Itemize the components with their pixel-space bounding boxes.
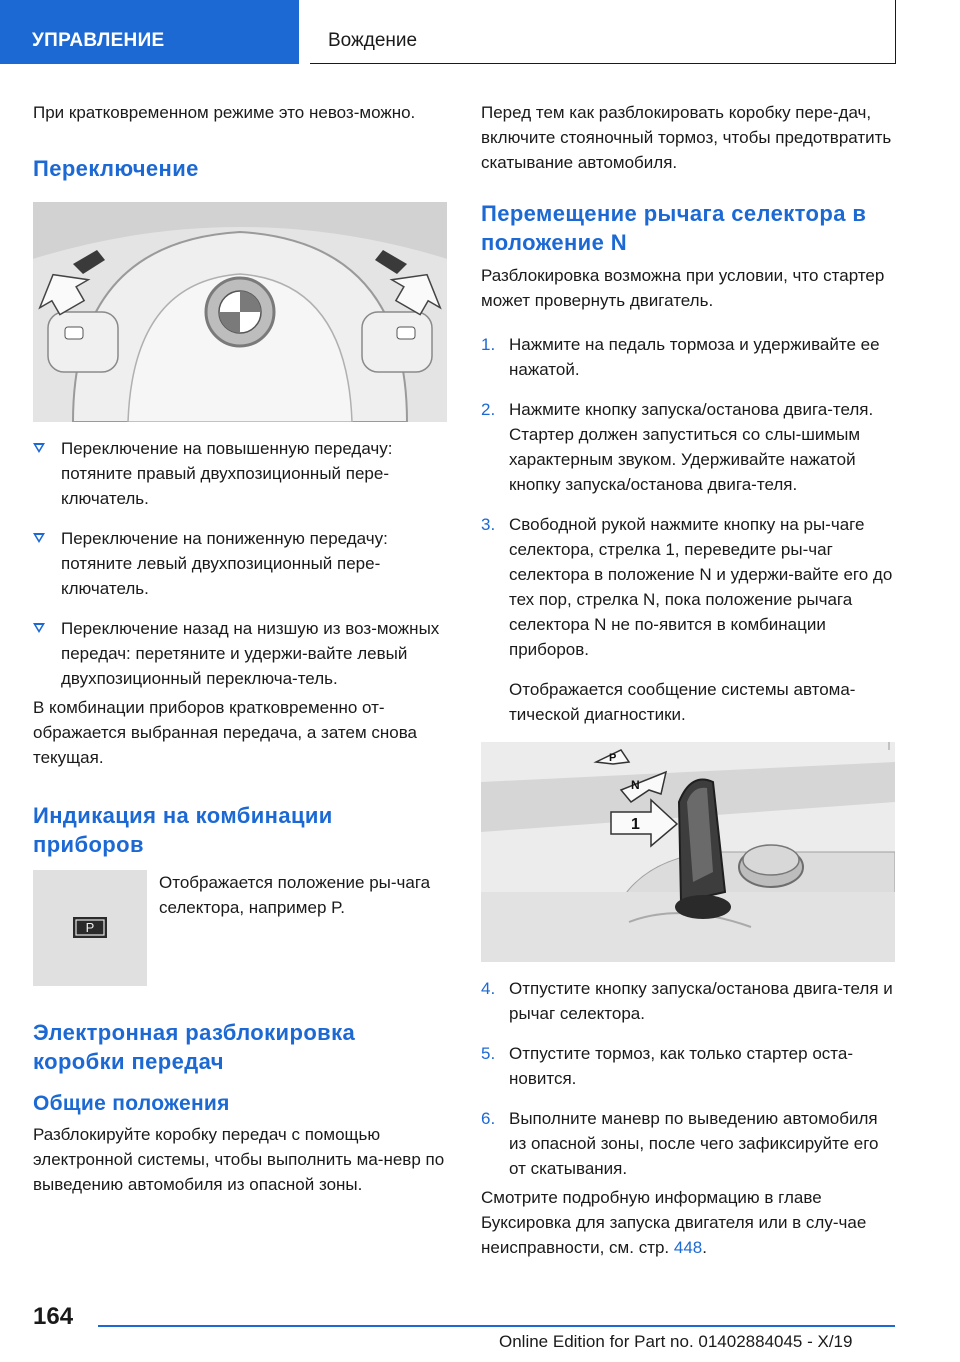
- heading-indicator: Индикация на комбинации приборов: [33, 803, 333, 857]
- edition-text: Online Edition for Part no. 01402884045 - X/19: [499, 1332, 853, 1351]
- heading-move-to-n: Перемещение рычага селектора в положение N: [481, 201, 867, 255]
- steering-wheel-figure: [33, 202, 447, 422]
- page-reference-link[interactable]: 448: [673, 1238, 703, 1257]
- display-paragraph: В комбинации приборов кратковременно от-ображается выбранная передача, а затем снова текущая.: [33, 698, 418, 767]
- fig-label-1: 1: [631, 816, 640, 833]
- indicator-text: Отображается положение ры-чага селектора, например P.: [159, 873, 431, 917]
- right-intro-paragraph: Перед тем как разблокировать коробку пере-дач, включите стояночный тормоз, чтобы предотвратить скатывание автомобиля.: [481, 103, 892, 172]
- fig-label-n: N: [631, 778, 640, 792]
- chapter-header: [310, 0, 896, 64]
- section-tab: [0, 0, 299, 64]
- see-more-paragraph: Смотрите подробную информацию в главе Буксировка для запуска двигателя или в слу-чае неисправности, см. стр. 448.: [481, 1188, 867, 1257]
- indicator-row: [33, 870, 447, 986]
- indicator-figure: [33, 870, 147, 986]
- list-item: 2. Нажмите кнопку запуска/останова двига-теля. Стартер должен запуститься со слы-шимым характерным звуком. Удерживайте нажатой кнопку запуска/останова двига-теля.: [481, 400, 874, 494]
- right-column: [481, 100, 895, 1260]
- steps-list-b: [481, 976, 895, 1181]
- triangle-bullet-icon: [33, 533, 45, 543]
- left-column: [33, 100, 447, 1197]
- heading-general: Общие положения: [33, 1092, 230, 1115]
- gear-selector-figure: [481, 742, 895, 962]
- list-item: 4. Отпустите кнопку запуска/останова двига-теля и рычаг селектора.: [481, 979, 893, 1023]
- shift-bullet-list: [33, 436, 447, 691]
- chapter-title: Вождение: [328, 30, 418, 51]
- step3-note: Отображается сообщение системы автома-тической диагностики.: [509, 680, 856, 724]
- fig-label-p: P: [609, 752, 617, 764]
- condition-paragraph: Разблокировка возможна при условии, что стартер может провернуть двигатель.: [481, 266, 885, 310]
- page-number: 164: [33, 1303, 74, 1330]
- intro-paragraph: При кратковременном режиме это невоз-можно.: [33, 103, 416, 122]
- heading-shifting: Переключение: [33, 156, 199, 181]
- list-item: Переключение на пониженную передачу: потяните левый двухпозиционный пере-ключатель.: [33, 526, 447, 601]
- steps-list-a: [481, 332, 895, 727]
- heading-electronic-unlock: Электронная разблокировка коробки передач: [33, 1020, 356, 1074]
- general-paragraph: Разблокируйте коробку передач с помощью электронной системы, чтобы выполнить ма-невр по выведению автомобиля из опасной зоны.: [33, 1125, 445, 1194]
- list-item: 5. Отпустите тормоз, как только стартер оста-новится.: [481, 1044, 853, 1088]
- list-item: Переключение на повышенную передачу: потяните правый двухпозиционный пере-ключатель.: [33, 436, 447, 511]
- triangle-bullet-icon: [33, 623, 45, 633]
- steering-wheel-illustration: [33, 202, 447, 422]
- list-item: Переключение назад на низшую из воз-можных передач: перетяните и удержи-вайте левый двухпозиционный переключа-тель.: [33, 616, 447, 691]
- section-title: УПРАВЛЕНИЕ: [32, 30, 165, 51]
- gear-selector-illustration: [481, 742, 895, 962]
- list-item: 3. Свободной рукой нажмите кнопку на ры-чаге селектора, стрелка 1, переведите ры-чаг селектора в положение N и удержи-вайте его до тех пор, стрелка N, пока положение рычага селектора N не по-явится в комбинации приборов. Отображается сообщение системы автома-тической диагностики.: [481, 512, 895, 727]
- footer-divider: [98, 1325, 895, 1327]
- triangle-bullet-icon: [33, 443, 45, 453]
- list-item: 1. Нажмите на педаль тормоза и удерживайте ее нажатой.: [481, 335, 880, 379]
- list-item: 6. Выполните маневр по выведению автомобиля из опасной зоны, после чего зафиксируйте его от скатывания.: [481, 1109, 879, 1178]
- indicator-p-symbol: P: [85, 920, 95, 935]
